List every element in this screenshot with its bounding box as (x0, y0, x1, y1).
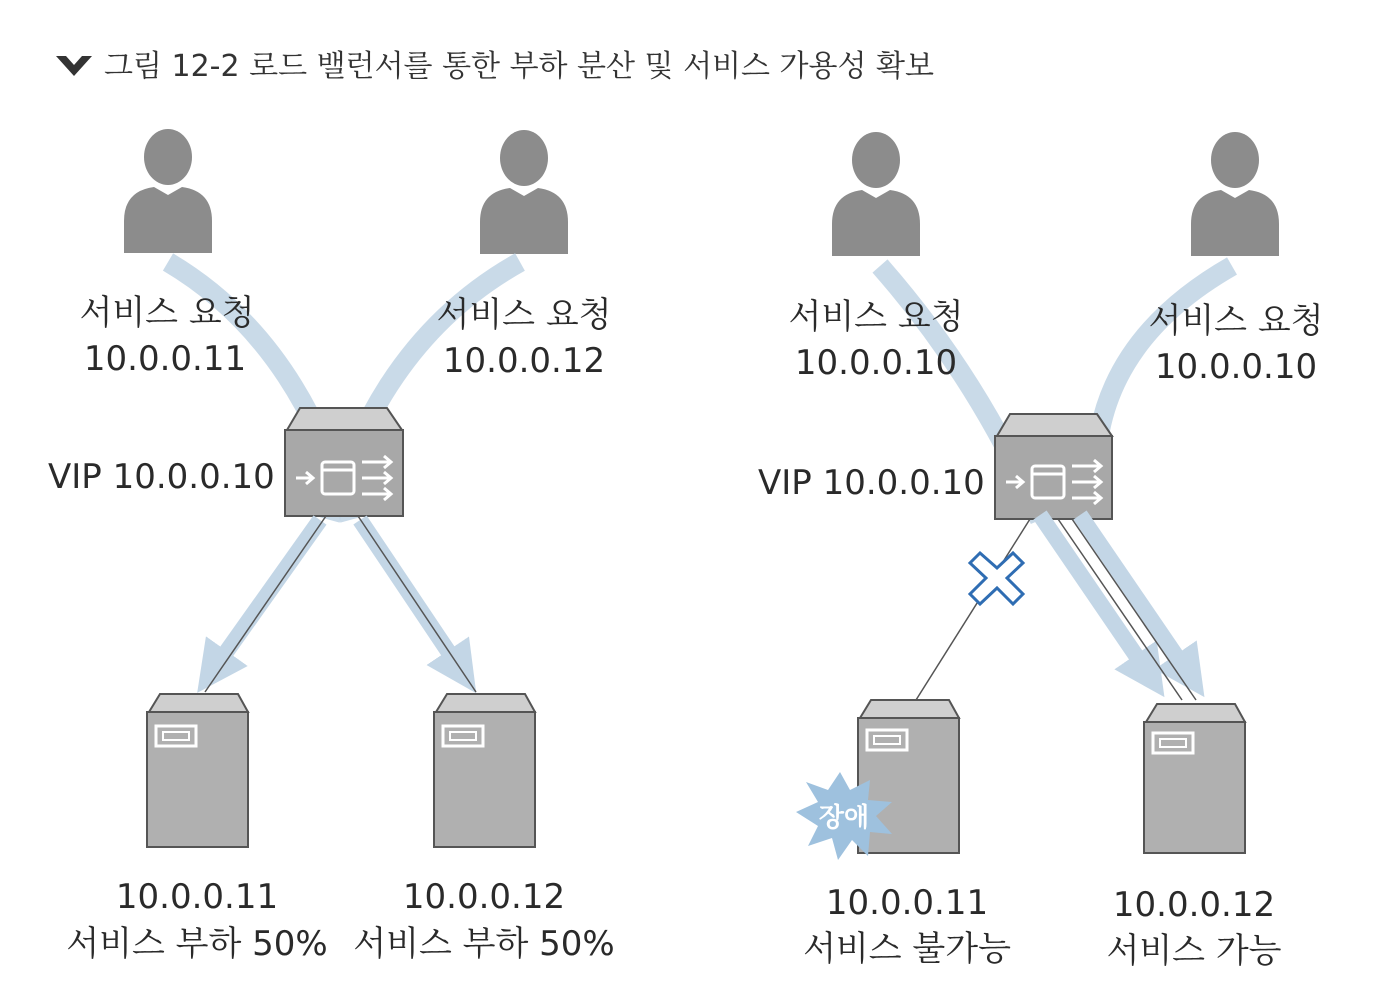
user-label-right-2: 서비스 요청 (1148, 301, 1324, 341)
user-ip-left-1: 10.0.0.11 (83, 339, 247, 379)
server-ip-right-1: 10.0.0.11 (825, 883, 989, 923)
link-line-left-2 (358, 516, 476, 692)
link-line-right-failed (916, 519, 1030, 700)
server-left-1 (147, 694, 248, 847)
user-label-left-1: 서비스 요청 (79, 293, 255, 333)
user-icon-right-2 (1191, 132, 1279, 256)
user-icon-left-2 (480, 130, 568, 254)
figure-title-text: 그림 12-2 로드 밸런서를 통한 부하 분산 및 서비스 가용성 확보 (104, 49, 934, 84)
user-label-right-1: 서비스 요청 (788, 297, 964, 337)
server-status-right-1: 서비스 불가능 (803, 929, 1011, 969)
distribution-arrow-left-1 (212, 520, 320, 672)
server-left-2 (434, 694, 535, 847)
failure-badge-text: 장애 (818, 803, 870, 833)
link-line-left-1 (205, 516, 326, 692)
user-icon-right-1 (832, 132, 920, 256)
load-balancer-left (285, 408, 403, 516)
figure-title (56, 49, 934, 84)
server-status-left-1: 서비스 부하 50% (66, 924, 328, 964)
right-scenario (758, 132, 1324, 971)
server-ip-right-2: 10.0.0.12 (1112, 885, 1276, 925)
user-ip-left-2: 10.0.0.12 (442, 341, 606, 381)
server-status-right-2: 서비스 가능 (1106, 931, 1282, 971)
link-line-right-healthy-2 (1072, 519, 1196, 700)
server-ip-left-1: 10.0.0.11 (115, 877, 279, 917)
user-label-left-2: 서비스 요청 (436, 295, 612, 335)
server-status-left-2: 서비스 부하 50% (353, 924, 615, 964)
user-icon-left-1 (124, 129, 212, 253)
server-ip-left-2: 10.0.0.12 (402, 877, 566, 917)
link-line-right-healthy-1 (1058, 519, 1182, 700)
chevron-down-icon (56, 56, 92, 76)
load-balancer-right (995, 414, 1112, 519)
server-right-2 (1144, 704, 1245, 853)
vip-label-left: VIP 10.0.0.10 (48, 457, 275, 497)
server-right-1-failed (796, 700, 959, 860)
left-scenario (48, 129, 615, 964)
user-ip-right-2: 10.0.0.10 (1154, 347, 1318, 387)
vip-label-right: VIP 10.0.0.10 (758, 463, 985, 503)
close-icon (970, 553, 1023, 604)
user-ip-right-1: 10.0.0.10 (794, 343, 958, 383)
